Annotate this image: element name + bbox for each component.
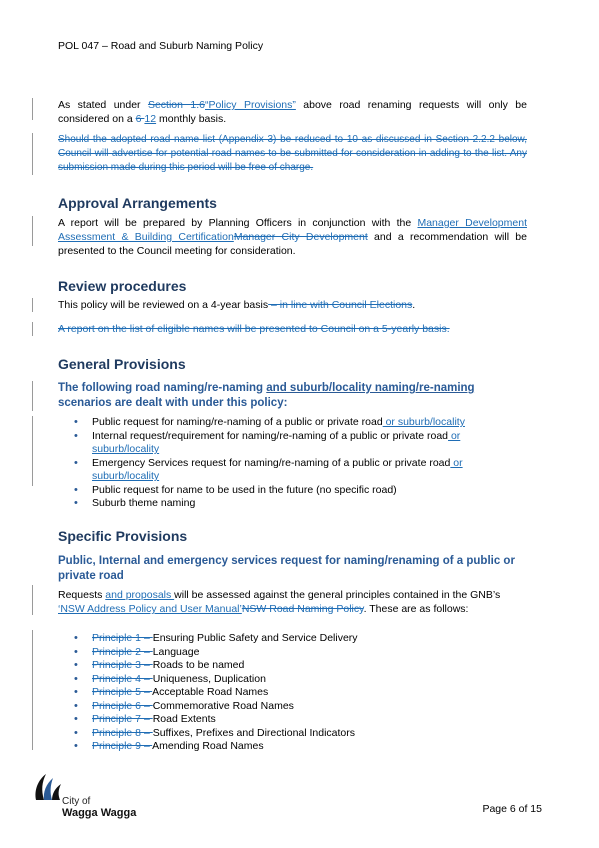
change-bar [32,133,33,175]
list-item: • Principle 7 – Road Extents [58,713,498,727]
specific-subheading: Public, Internal and emergency services request for naming/renaming of a public or private road [58,555,515,582]
logo-text-line2: Wagga Wagga [62,807,137,819]
change-bar [32,216,33,246]
council-logo [30,772,137,822]
list-item: • Principle 8 – Suffixes, Prefixes and Directional Indicators [58,727,498,741]
list-item: • Principle 2 – Language [58,646,498,660]
logo-text-line1: City of [62,796,91,807]
list-item: • Suburb theme naming [58,497,498,511]
document-header: POL 047 – Road and Suburb Naming Policy [58,40,264,52]
change-bar [32,98,33,120]
change-bar [32,381,33,411]
change-bar [32,585,33,615]
review-paragraph: This policy will be reviewed on a 4-year basis – in line with Council Elections. [58,299,416,311]
approval-paragraph: A report will be prepared by Planning Officers in conjunction with the Manager Development Assessment & Building CertificationManager City Development and a recommendation will be presented to the Council meeting for consideration. [58,217,527,257]
general-subheading: The following road naming/re-naming and suburb/locality naming/re-naming scenarios are dealt with under this policy: [58,382,475,409]
general-heading: General Provisions [58,356,186,372]
intro-paragraph: As stated under Section 1.6“Policy Provisions” above road renaming requests will only be considered on a 6 12 monthly basis. [58,99,527,125]
list-item: • Principle 1 – Ensuring Public Safety and Service Delivery [58,632,498,646]
list-item: • Principle 6 – Commemorative Road Names [58,700,498,714]
review-heading: Review procedures [58,278,187,294]
list-item: • Principle 9 – Amending Road Names [58,740,498,754]
list-item: • Internal request/requirement for naming/re-naming of a public or private road or suburb/locality [58,430,498,457]
specific-paragraph: Requests and proposals will be assessed against the general principles contained in the GNB’s ‘NSW Address Policy and User Manual’NSW Road Naming Policy. These are as follows: [58,589,501,615]
list-item: • Principle 5 – Acceptable Road Names [58,686,498,700]
change-bar [32,630,33,750]
approval-heading: Approval Arrangements [58,195,217,211]
page-number: Page 6 of 15 [482,803,542,815]
list-item: • Principle 4 – Uniqueness, Duplication [58,673,498,687]
change-bar [32,298,33,312]
list-item: • Principle 3 – Roads to be named [58,659,498,673]
list-item: • Public request for name to be used in the future (no specific road) [58,484,498,498]
change-bar [32,416,33,486]
list-item: • Public request for naming/re-naming of a public or private road or suburb/locality [58,416,498,430]
deleted-paragraph: Should the adopted road name list (Appendix 3) be reduced to 10 as discussed in Section 2.2.2 below, Council will advertise for potential road names to be submitted for consideration in adding to the list. Any submission made during this period will be free of charge. [58,134,527,173]
change-bar [32,322,33,336]
general-list [58,416,498,511]
list-item: • Emergency Services request for naming/re-naming of a public or private road or suburb/locality [58,457,498,484]
review-deleted-paragraph: A report on the list of eligible names will be presented to Council on a 5-yearly basis. [58,323,450,335]
principles-list [58,632,498,754]
specific-heading: Specific Provisions [58,528,188,544]
